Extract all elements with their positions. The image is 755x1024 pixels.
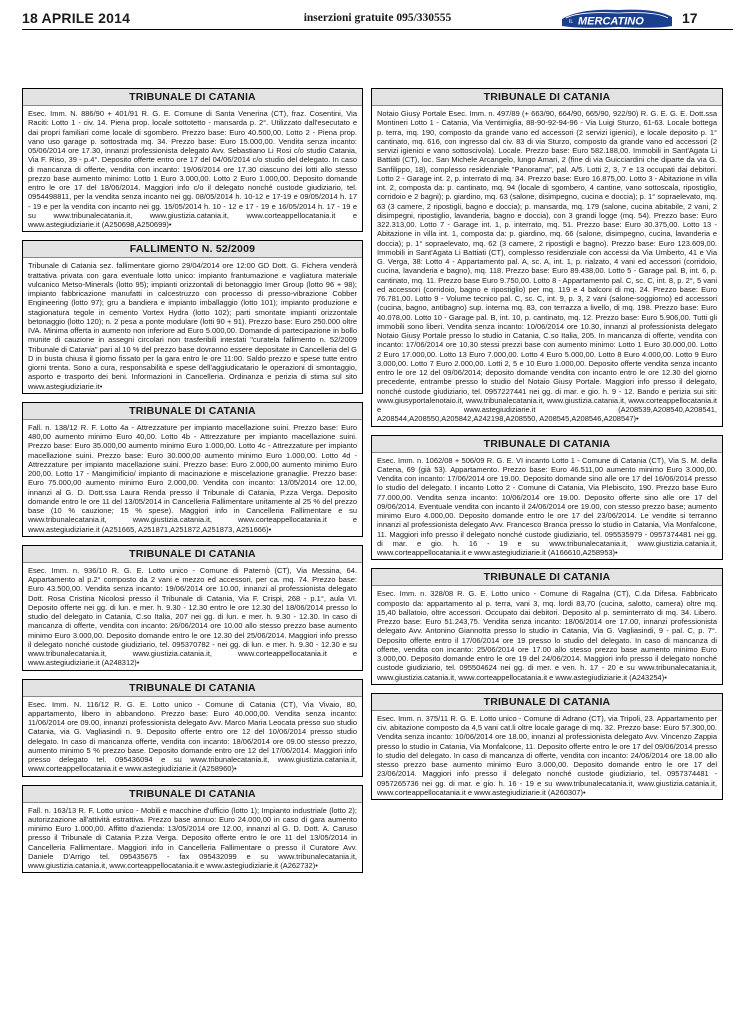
- notice-box: [22, 679, 363, 777]
- notice-box: [22, 785, 363, 874]
- notice-box: [22, 240, 363, 394]
- issue-date: 18 APRILE 2014: [22, 10, 131, 26]
- notice-title: TRIBUNALE DI CATANIA: [23, 680, 362, 697]
- notice-box: [22, 88, 363, 232]
- notice-body: Tribunale di Catania sez. fallimentare giorno 29/04/2014 ore 12:00 GD Dott. G. Fichera venderà trattativa privata con gara eventuale lotto unico: impianto frantumazione e vagliatura materiale vulcanico Metso-Minerals (lotto 95); impianti orizzontali di betonaggio Imer Group (lotto 96 + 98); impianto fabbricazione manufatti in calcestruzzo con processo di presso-vibrazione Cobber Engineering (lotto 97); gru a bandiera e impianto imballaggio (lotto 101); impianto produzione e stagionatura tegole in cemento Vortex Hydra (lotto 102); parti smontate impianti orizzontale betonaggio (lotto 120); n. 2 pesa a ponte modulare (lotti 90 + 91). Prezzo base: Euro 250.000 oltre IVA. Minima offerta in aumento non inferiore ad Euro 5.000,00. Domande di partecipazione in bollo munite di cauzione in assegni circolari non trasferibili intestati "curatela fallimento n. 52/2009 Tribunale di Catania" pari al 10 % del prezzo base dovranno essere depositate in Cancelleria del G D in busta chiusa il giorno fissato per la gara entro le ore 11:00. Saldo prezzo e spese tutte entro giorni trenta. Sono a cura, responsabilità e spese dell'aggiudicatario le operazioni di smontaggio, asporto e trasporto dei beni. Informazioni in Cancelleria. Ordinanza e perizia di stima sul sito www.astegiudiziarie.it•: [28, 261, 357, 391]
- notice-title: TRIBUNALE DI CATANIA: [23, 786, 362, 803]
- logo-prefix: IL: [569, 19, 574, 25]
- notice-body: Esec. Imm. n. 936/10 R. G. E. Lotto unico - Comune di Paternò (CT), Via Messina, 64. Appartamento al p.2° composto da 2 vani e mezzo ed accessori, per ca. mq. 74. Prezzo base: Euro 43.500,00. Vendita senza incanto: 19/06/2014 ore 10.00, innanzi al professionista delegato Dott. Rosa Cristina Nicolosi presso il Tribunale di Catania, Via F. Crispi, 268 - p.1°, aula VI. Deposito offerte nei gg. di lun. e mer. h. 9.30 - 12.30 entro le ore 12.30 del 18/06/2014 presso lo studio del delegato in Catania, C.so Italia, 207 nei gg. di lun. e mer. h. 9.30 - 12.30. In caso di mancanza di offerte, vendita con incanto: 26/06/2014 ore 10.00 allo stesso prezzo base aumento minimo Euro 3.000,00. Deposito domande entro le ore 12.30 del 25/06/2014. Maggiori info presso il delegato nonché custode giudiziario, tel. 095370782 - nei gg. di lun. e mer. h. 9.30 - 12.30 e su www.tribunalecatania.it, www.giustizia.catania.it, www.corteappellocatania.it e www.astegiudiziarie.it (A248312)•: [28, 565, 357, 668]
- notice-body: Notaio Giusy Portale Esec. Imm. n. 497/89 (+ 663/90, 664/90, 665/90, 922/90) R. G. E. G. E. Dott.ssa Montineri Lotto 1 - Catania, Via Ventimiglia, 88-90-92-94-96 - Via Luigi Sturzo, 61-63. Locale bottega p. terra, mq. 190, composto da grande vano ed accessori (2 servizi igienici), e locale deposito p. 1° cantinato, mq. 616, con ingresso dal civ. 83 di via Sturzo, composto da grande vano ed accessori (2 servizi igienici e vano sottoscivola). Locale. Prezzo base: Euro 582.188,00. Immobili in Sant'Agata Li Battiati (CT), loc. San Michele Arcangelo, lungo Amari, 2 (fine di via Guicciardini che diparte da via G. Sanfilippo, 18), complesso residenziale "Panorama", pal. A/5. Lotti 2, 3, 7 e 13 occupati dai debitori. Lotto 2 - Garage int. 2, p. interrato di mq. 34. Prezzo base: Euro 16.875,00. Lotto 3 - Abitazione in villa int. 2, composta da: p. cantinato, mq. 94 (locale di sgombero, 4 cantine, vano sottoscala, ripostiglio, corridoio e 2 bagni); p. giardino, mq. 63 (salone, disimpegno, cucina e doccia); p. 1° sopraelevato, mq. 63 (3 camere, 2 ripostigli, bagno e doccia); p. mansarda, mq. 179 (salone, cucina abitabile, 2 vani, 2 disimpegni, ripostiglio, lavanderia, bagno e doccia), con 3 grandi logge (mq. 54). Prezzo base: Euro 322.313,00. Lotto 7 - Garage int. 1, p. interrato, mq. 51. Prezzo base: Euro 30.375,00. Lotto 13 - Abitazione in villa int. 1, composta da: p. giardino, mq. 66 (salone, disimpegno, cucina, lavanderia e doccia); p. 1° sopraelevato, mq. 62 (3 camere, 2 ripostigli e bagno). Prezzo base: Euro 123.609,00. Immobili in Sant'Agata Li Battiati (CT), complesso residenziale con accessi da Via Umberto, 41 e Via G. Verga, 38: Lotto 4 - Appartamento pal. A, sc. A, int. 1, p. rialzato, 4 vani ed accessori (corridoio, cucina, lavanderia e bagno), mq. 118. Prezzo base: Euro 89.438,00. Lotto 5 - Garage pal. B, int. 6, p. cantinato, mq. 11. Prezzo base Euro 9.750,00. Lotto 8 - Appartamento pal. C, sc. C, int. 8, p. 2°, 5 vani ed accessori (corridoio, bagno e ripostiglio) per mq. 119 e 4 balconi di mq. 24. Prezzo base: Euro 76.781,00. Lotto 9 - Volume tecnico pal. C, sc. C, int. 9, p. 3, 2 vani (salone-soggiorno) ed accessori (cucina, bagno, antibagno) sup. interna mq. 83, con terrazza a livello, di mq. 198. Prezzo base: Euro 40.078,00. Lotto 10 - Garage pal. B, int. 10, p. cantinato, mq. 12. Prezzo base: Euro 5.906,00. Tutti gli immobili sono liberi. Vendita senza incanto: 10/06/2014 ore 10.30, innanzi al professionista delegato Notaio Giusy Portale presso lo studio in Catania, C.so Italia, 205. In mancanza di offerte, vendita con incanto: 17/06/2014 ore 10.30 stessi prezzi base con aumento minimo: Lotto 1 Euro 30.000,00. Lotto 2 Euro 17.000,00. Lotto 13 Euro 7.000,00. Lotto 4 Euro 5.000,00. Lotto 8 Euro 4.000,00. Lotto 9 Euro 3.000,00. Lotto 7 Euro 2.000,00. Lotti 2, 5 e 10 Euro 1.000,00. Deposito offerte vendita senza incanto entro le ore 12 del 09/06/2014; deposito domande vendita con incanto entro le ore 12.30 del giorno precedente, entrambe presso lo studio del Notaio Giusy Portale. Maggiori info presso il delegato, nonché custode giudiziario, tel. 0957227441 nei gg. di mar. e gio. h. 9 - 12. Bando e perizia sui siti: www.giusyportalenotaio.it, www.tribunalecatania.it, www.giustizia.catania.it, www.corteappellocatania.it e www.astegiudiziarie.it (A208539,A208540,A208541, A208544,A208550,A205842,A242198,A208550, A208545,A208546,A208547)•: [377, 109, 717, 424]
- notice-box: [371, 435, 723, 561]
- logo-text: MERCATINO: [578, 15, 644, 28]
- mercatino-logo: [560, 6, 674, 30]
- notice-title: TRIBUNALE DI CATANIA: [23, 89, 362, 106]
- notice-title: TRIBUNALE DI CATANIA: [372, 436, 722, 453]
- page-header: [0, 0, 755, 34]
- notice-body: Fall. n. 163/13 R. F. Lotto unico - Mobili e macchine d'ufficio (lotto 1); Impianto industriale (lotto 2); autorizzazione all'attività estrattiva. Prezzo base annuo: Euro 24.000,00 in caso di gara aumento minimo Euro 1.000,00. Affitto d'azienda: 13/05/2014 ore 12.00, innanzi al G. D. Dott. A. Caruso presso il Tribunale di Catania P.zza Verga. Deposito offerte entro le ore 11 del 13/05/2014 in Cancelleria Fallimentare. Maggiori info in Cancelleria Fallimentare o presso il Curatore Avv. Daniele D'Arrigo tel. 095435675 - fax 095432099 e su www.tribunalecatania.it, www.giustizia.catania.it, www.corteappellocatania.it e www.astegiudiziarie.it (A262732)•: [28, 805, 357, 870]
- notice-body: Esec. Imm. N. 886/90 + 401/91 R. G. E. Comune di Santa Venerina (CT), fraz. Cosentini, Via Raciti: Lotto 1 - civ. 14. Piena prop. locale sottotetto - mansarda p. 2°. Utilizzato dall'esecutato e dai propri familiari come locale di sgombero. Prezzo base: Euro 40.500,00. Lotto 2 - Piena prop. vano uso garage p. sottostrada mq. 34. Prezzo base: Euro 15.000,00. Vendita senza incanto: 05/06/2014 ore 17.30, innanzi professionista delegato Avv. Sebastiano Li Rosi c/o studio Catania, Via F. Riso, 39 - p.4°. Deposito offerte entro ore 17 del 04/06/2014 c/o studio del delegato. In caso di mancanza di offerte, vendita con incanto: 19/06/2014 ore 17.30 ciascuno dei lotti allo stesso prezzo base aumento minimo: Lotto 1 Euro 3.000,00. Lotto 2 Euro 1.000,00. Deposito domande entro le ore 17 del 18/06/2014. Maggiori info c/o il delegato nonché custode giudiziario, tel. 0954498811, per la vendita senza incanto nei gg. 08/05/2014 h. 10-12 e 17-19 e 09/05/2014 h. 17 - 19 e per la vendita con incanto nei gg. 15/05/2014 h. 10 - 12 e 17 - 19 e 16/05/2014 h. 17 - 19 e su www.tribunalecatania.it, www.giustizia.catania.it, www.corteappellocatania.it e www.astegiudiziarie.it (A250698,A250699)•: [28, 109, 357, 229]
- notice-body: Esec. Imm. N. 116/12 R. G. E. Lotto unico - Comune di Catania (CT), Via Vivaio, 80, appartamento, libero in abbandono. Prezzo base: Euro 40.000,00. Vendita senza incanto: 11/06/2014 ore 09.00, innanzi professionista delegato Avv. Marco Maria Leocata presso suo studio Catania, via G. Vagliasindi n. 9. Deposito offerte entro ore 12 del 10/06/2014 presso studio delegato. In caso di mancanza offerte, vendita con incanto: 18/06/2014 ore 09.00 stesso prezzo, aumento minimo 5 % prezzo base. Deposito domande entro ore 12 del 17/06/2014. Maggiori info presso delegato tel. 095436094 e su www.tribunalecatania.it, www.giustizia.catania.it, www.corteappellocatania.it e www.astegiudiziarie.it (A258960)•: [28, 699, 357, 774]
- notice-title: FALLIMENTO N. 52/2009: [23, 241, 362, 258]
- notice-body: Esec. Imm. n. 375/11 R. G. E. Lotto unico - Comune di Adrano (CT), via Tripoli, 23. Appartamento per civ. abitazione composto da 4,5 vani cat.li oltre locale garage di mq. 32. Prezzo base: Euro 57.300,00. Vendita senza incanto: 10/06/2014 ore 18.00, innanzi al professionista delegato Avv. Vincenzo Zappia presso lo studio in Catania, Via Monfalcone, 11. Deposito offerte entro le ore 17 del 09/06/2014 presso lo studio del delegato. In caso di mancanza di offerte, vendita con incanto: 24/06/2014 ore 18.00 allo stesso prezzo base aumento minimo Euro 3.000,00. Deposito domande entro le ore 17 del 23/06/2014. Maggiori info presso il delegato nonché custode giudiziario, tel. 0957374481 - 0957265736 nei gg. di mar. e gio. h. 16 - 19 e su www.tribunalecatania.it, www.giustizia.catania.it, www.corteappellocatania.it e www.astegiudiziarie.it (A260307)•: [377, 713, 717, 797]
- right-column: [371, 88, 723, 808]
- notice-title: TRIBUNALE DI CATANIA: [372, 694, 722, 711]
- notice-body: Esec. Imm. n. 1062/08 + 506/09 R. G. E. VI incanto Lotto 1 - Comune di Catania (CT), Via S. M. della Catena, 69 (già 53). Appartamento. Prezzo base: Euro 46.511,00 aumento minimo Euro 3.000,00. Vendita con incanto: 17/06/2014 ore 19.00. Deposito domande sino alle ore 17 del 16/06/2014 presso lo studio del delegato. I incanto Lotto 2 - Comune di Catania, Via Plebiscito, 190. Prezzo base Euro 77.000,00. Vendita senza incanto: 10/06/2014 ore 19.00. Deposito offerte sino alle ore 17 del 09/06/2014. Eventuale vendita con incanto il 24/06/2014 ore 19.00, con stesso prezzo base; aumento minimo Euro 4.000,00. Deposito domande entro le ore 17 del 23/06/2014. Le vendite si terranno innanzi al professionista delegato Avv. Francesco Branca presso lo studio in Catania, Via Monfalcone, 11. Maggiori info presso il delegato nonché custode giudiziario, tel. 095535979 - 0957374481 nei gg. di mar. e gio. h. 16 - 19 e su www.tribunalecatania.it, www.giustizia.catania.it, www.corteappellocatania.it e www.astegiudiziarie.it (A166610,A258953)•: [377, 455, 717, 557]
- notice-title: TRIBUNALE DI CATANIA: [23, 546, 362, 563]
- header-tagline: inserzioni gratuite 095/330555: [303, 12, 452, 24]
- notice-box: [371, 568, 723, 685]
- notice-box: [22, 545, 363, 671]
- notice-title: TRIBUNALE DI CATANIA: [372, 569, 722, 586]
- notice-title: TRIBUNALE DI CATANIA: [372, 89, 722, 106]
- notice-box: [371, 88, 723, 427]
- left-column: [22, 88, 363, 881]
- notice-box: [371, 693, 723, 800]
- header-rule: [22, 29, 733, 30]
- notice-body: Fall. n. 138/12 R. F. Lotto 4a - Attrezzature per impianto macellazione suini. Prezzo base: Euro 480,00 aumento minimo Euro 40,00. Lotto 4b - Attrezzature per impianto macellazione suini. Prezzo base: Euro 35.000,00 aumento minimo Euro 1.000,00. Lotto 4c - Attrezzature per impianto macellazione suini. Prezzo base: Euro 30.000,00 aumento minimo Euro 1.000,00. Lotto 4d - Attrezzature per impianto macellazione suini. Prezzo base: Euro 2.000,00 aumento minimo Euro 200,00. Lotto 17 - Mangimificio/ impianto di macinazione e miscelazione granaglie. Prezzo base: Euro 75.000,00 aumento minimo Euro 2.000,00. Vendita con incanto: 13/05/2014 ore 12.00, innanzi al G. D. Dott.ssa Laura Renda presso il Tribunale di Catania, P.zza Verga. Deposito domande entro le ore 11 del 13/05/2014 in Cancelleria Fallimentare unitamente al 25 % del prezzo base (10 % cauzione; 15 % spese). Maggiori info in Cancelleria Fallimentare e su www.tribunalecatania.it, www.giustizia.catania.it, www.corteappellocatania.it e www.astegiudiziarie.it (A251665, A251871,A251872,A251873, A251666)•: [28, 422, 357, 534]
- notice-body: Esec. Imm. n. 328/08 R. G. E. Lotto unico - Comune di Ragalna (CT), C.da Difesa. Fabbricato composto da: appartamento al p. terra, vani 3, mq. lordi 83,70 (cucina, salotto, camera) oltre mq. 15,40 ballatoio, oltre accessori. Occupato dai debitori. Deposito al p. seminterrato di mq. 34. Libero. Prezzo base: Euro 51.243,75. Vendita senza incanto: 18/06/2014 ore 17.00, innanzi professionista delegato Avv. Antonino Giannotta presso lo studio in Catania, Via G. Vagliasindi, 9 - pal. C, p. 7°. Deposito offerte entro il 17/06/2014 ore 19 presso lo studio del delegato. In caso di mancanza di offerte, vendita con incanto: 25/06/2014 ore 17.00 allo stesso prezzo base aumento minimo Euro 3.000,00. Deposito domande entro le ore 19 del 24/06/2014. Maggiori info presso il delegato nonché custode giudiziario, tel. 095504624 nei gg. di mer. e ven. h. 17 - 20 e su www.tribunalecatania.it, www.giustizia.catania.it, www.corteappellocatania.it e www.astegiudiziarie.it (A243254)•: [377, 589, 717, 682]
- notice-box: [22, 402, 363, 537]
- notice-title: TRIBUNALE DI CATANIA: [23, 403, 362, 420]
- page-number: 17: [682, 10, 698, 26]
